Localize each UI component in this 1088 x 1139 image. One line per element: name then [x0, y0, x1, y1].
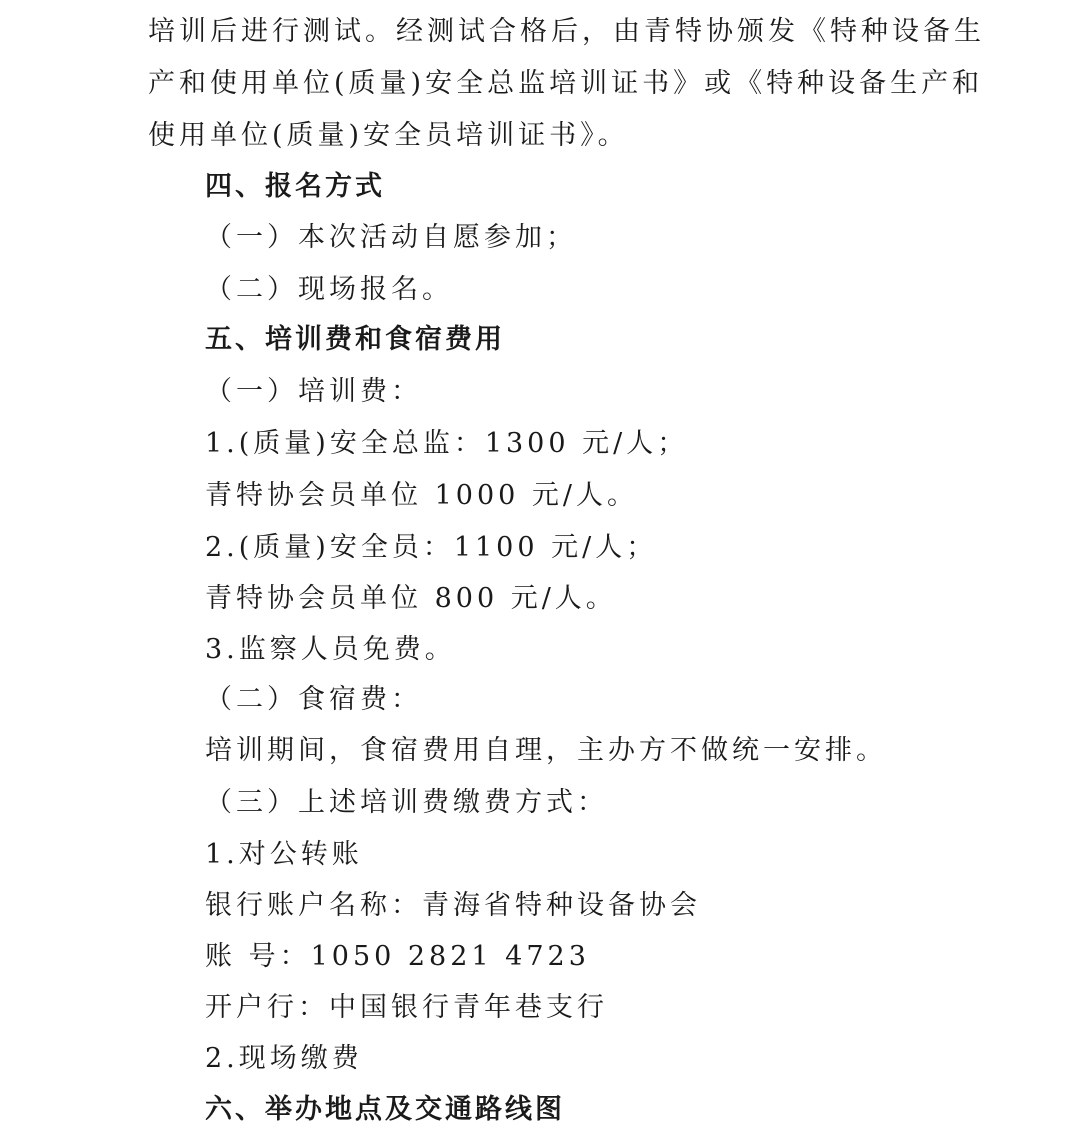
section-four-heading: 四、报名方式: [205, 171, 385, 202]
paragraph-line: 产和使用单位(质量)安全总监培训证书》或《特种设备生产和: [148, 68, 984, 99]
training-fee-label: （一）培训费：: [205, 376, 422, 407]
registration-item: （一）本次活动自愿参加；: [205, 222, 577, 253]
payment-line: 开户行：中国银行青年巷支行: [205, 992, 608, 1023]
payment-method-label: （三）上述培训费缴费方式：: [205, 787, 608, 818]
paragraph-line: 培训后进行测试。经测试合格后，由青特协颁发《特种设备生: [148, 16, 985, 47]
payment-line: 1.对公转账: [205, 839, 363, 870]
fee-line: 2.(质量)安全员：1100 元/人；: [205, 532, 658, 563]
fee-line: 1.(质量)安全总监：1300 元/人；: [205, 428, 689, 459]
payment-line: 账 号：1050 2821 4723: [205, 941, 590, 972]
section-six-heading: 六、举办地点及交通路线图: [205, 1094, 565, 1125]
fee-line: 青特协会员单位 1000 元/人。: [205, 480, 638, 511]
section-five-heading: 五、培训费和食宿费用: [205, 324, 505, 355]
registration-item: （二）现场报名。: [205, 274, 453, 305]
lodging-fee-label: （二）食宿费：: [205, 684, 422, 715]
payment-line: 银行账户名称：青海省特种设备协会: [205, 890, 701, 921]
fee-line: 3.监察人员免费。: [205, 634, 456, 665]
lodging-fee-text: 培训期间，食宿费用自理，主办方不做统一安排。: [205, 735, 887, 766]
fee-line: 青特协会员单位 800 元/人。: [205, 583, 617, 614]
payment-line: 2.现场缴费: [205, 1043, 363, 1074]
paragraph-line: 使用单位(质量)安全员培训证书》。: [148, 120, 629, 151]
